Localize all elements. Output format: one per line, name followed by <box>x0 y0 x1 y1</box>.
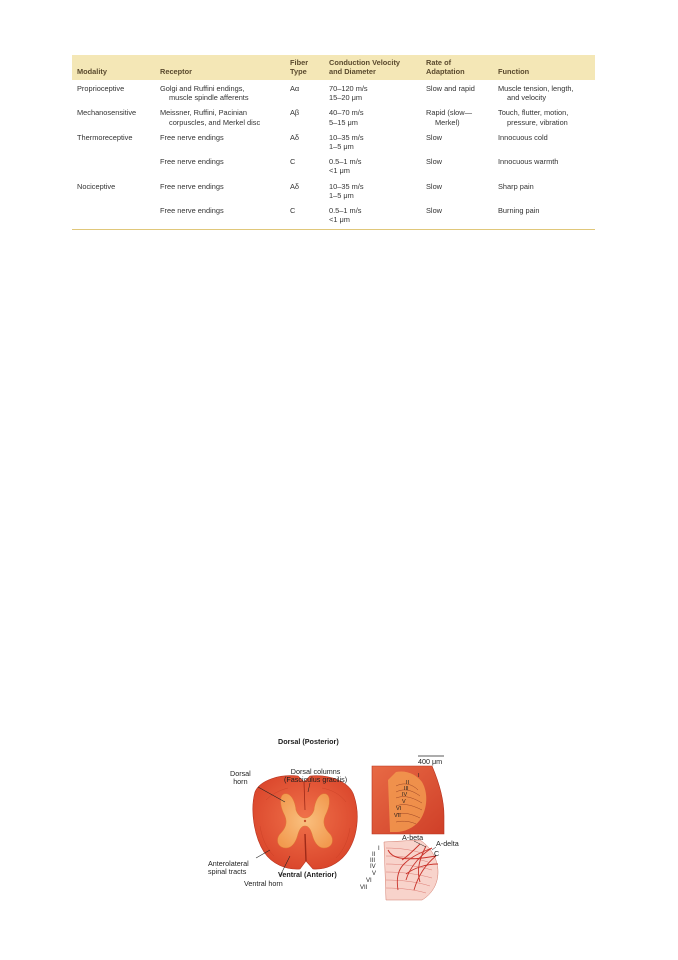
cell-line: Innocuous cold <box>498 132 548 142</box>
cell-receptor <box>155 105 285 129</box>
cell-line: Proprioceptive <box>77 84 125 93</box>
cell-conduction-velocity <box>324 80 421 105</box>
lamina-i-top: I <box>418 773 420 779</box>
sensory-receptor-table <box>72 55 595 229</box>
cell-line: Slow <box>426 181 443 191</box>
table-row <box>72 80 595 105</box>
cell-function <box>493 80 595 105</box>
cell-conduction-velocity <box>324 203 421 229</box>
sensory-receptor-table-container <box>72 55 595 230</box>
cell-line: 1–5 μm <box>329 142 354 152</box>
cell-rate-of-adaptation <box>421 203 493 229</box>
column-header-rate-of-adaptation <box>421 55 493 80</box>
anterolateral-label-line-1: Anterolateral <box>208 859 249 868</box>
cell-rate-of-adaptation <box>421 154 493 178</box>
lamina-v-top: V <box>402 799 406 805</box>
column-header-receptor <box>155 55 285 80</box>
laminae-fiber-schematic <box>384 840 438 900</box>
c-fiber-label: C <box>434 849 440 858</box>
lamina-i-bottom: I <box>378 846 380 852</box>
cell-line: Touch, flutter, motion, <box>498 108 569 118</box>
dorsal-horn-laminae-section <box>372 766 444 834</box>
cell-line: pressure, vibration <box>507 117 568 127</box>
cell-rate-of-adaptation <box>421 130 493 154</box>
cell-line: 10–35 m/s <box>329 181 364 191</box>
table-body <box>72 80 595 229</box>
dorsal-horn-label <box>230 770 251 787</box>
cell-line: <1 μm <box>329 166 350 176</box>
cell-rate-of-adaptation <box>421 105 493 129</box>
cell-line: Innocuous warmth <box>498 157 559 167</box>
cell-receptor <box>155 179 285 203</box>
cell-line: Free nerve endings <box>160 157 224 167</box>
cell-line: Meissner, Ruffini, Pacinian <box>160 108 247 118</box>
cell-modality <box>72 203 155 229</box>
cell-conduction-velocity <box>324 105 421 129</box>
a-beta-fiber-label: A-beta <box>402 833 424 842</box>
lamina-ii-top: II <box>406 780 410 786</box>
cell-line: Slow <box>426 206 443 216</box>
cell-conduction-velocity <box>324 130 421 154</box>
cell-line: Mechanosensitive <box>77 108 137 118</box>
cell-line: Nociceptive <box>77 181 116 191</box>
cell-line: Free nerve endings <box>160 132 224 142</box>
table-row <box>72 203 595 229</box>
table-header-row <box>72 55 595 80</box>
dorsal-columns-label <box>284 768 347 785</box>
cell-line: Free nerve endings <box>160 206 224 216</box>
dorsal-horn-label-line-2: horn <box>233 777 248 787</box>
column-header-line: Function <box>498 67 530 76</box>
cell-line: Golgi and Ruffini endings, <box>160 84 245 93</box>
cell-line: 10–35 m/s <box>329 132 364 142</box>
column-header-line: Modality <box>77 67 107 76</box>
cell-fiber-type <box>285 130 324 154</box>
cell-function <box>493 203 595 229</box>
cell-function <box>493 179 595 203</box>
cell-line: 70–120 m/s <box>329 84 368 93</box>
cell-line: Muscle tension, length, <box>498 84 574 93</box>
cell-modality <box>72 154 155 178</box>
cell-line: and velocity <box>507 93 547 103</box>
ventral-anterior-label: Ventral (Anterior) <box>278 870 337 879</box>
lamina-ii-bottom: II <box>372 852 376 858</box>
cell-rate-of-adaptation <box>421 80 493 105</box>
cell-line: Aδ <box>290 181 300 191</box>
cell-line: Aβ <box>290 108 300 118</box>
table-row <box>72 130 595 154</box>
cell-line: Rapid (slow— <box>426 108 473 118</box>
spinal-cord-cross-section <box>253 776 357 869</box>
a-delta-fiber-label: A-delta <box>436 839 459 848</box>
cell-line: Slow <box>426 132 443 142</box>
lamina-v-bottom: V <box>372 871 377 877</box>
cell-fiber-type <box>285 203 324 229</box>
cell-receptor <box>155 130 285 154</box>
dorsal-columns-label-line-1: Dorsal columns <box>290 767 341 776</box>
dorsal-horn-label-line-1: Dorsal <box>230 769 251 778</box>
cell-receptor <box>155 154 285 178</box>
lamina-vii-bottom: VII <box>360 885 368 891</box>
ventral-horn-label: Ventral horn <box>244 879 283 888</box>
cell-fiber-type <box>285 154 324 178</box>
column-header-line: Rate of <box>426 58 452 67</box>
lamina-iv-top: IV <box>402 792 408 798</box>
cell-modality <box>72 130 155 154</box>
lamina-vi-bottom: VI <box>366 878 372 884</box>
anterolateral-tracts-label <box>208 860 249 877</box>
column-header-line: Receptor <box>160 67 193 76</box>
cell-line: 15–20 μm <box>329 93 363 103</box>
cell-line: 0.5–1 m/s <box>329 157 362 167</box>
scale-bar-label: 400 μm <box>418 757 443 766</box>
cell-fiber-type <box>285 105 324 129</box>
cell-line: C <box>290 206 296 216</box>
cell-line: muscle spindle afferents <box>169 93 249 103</box>
cell-receptor <box>155 203 285 229</box>
column-header-modality <box>72 55 155 80</box>
table-row <box>72 105 595 129</box>
cell-line: Slow <box>426 157 443 167</box>
cell-line: Sharp pain <box>498 181 534 191</box>
cell-line: 0.5–1 m/s <box>329 206 362 216</box>
spinal-cord-figure <box>200 730 480 910</box>
lamina-vii-top: VII <box>394 813 401 819</box>
column-header-line: Adaptation <box>426 67 465 76</box>
cell-line: Aδ <box>290 132 300 142</box>
cell-line: Slow and rapid <box>426 84 475 93</box>
cell-function <box>493 154 595 178</box>
cell-line: Aα <box>290 84 300 93</box>
column-header-conduction-velocity <box>324 55 421 80</box>
fasciculus-gracilis-label: (Fasciculus gracilis) <box>284 775 348 785</box>
column-header-line: Fiber <box>290 58 309 67</box>
dorsal-posterior-label: Dorsal (Posterior) <box>278 737 339 746</box>
cell-line: 1–5 μm <box>329 190 354 200</box>
cell-line: Burning pain <box>498 206 540 216</box>
lamina-iii-top: III <box>404 786 409 792</box>
cell-function <box>493 105 595 129</box>
cell-modality <box>72 179 155 203</box>
cell-line: <1 μm <box>329 215 350 225</box>
cell-receptor <box>155 80 285 105</box>
cell-rate-of-adaptation <box>421 179 493 203</box>
cell-line: C <box>290 157 296 167</box>
cell-function <box>493 130 595 154</box>
column-header-function <box>493 55 595 80</box>
cell-line: 5–15 μm <box>329 117 358 127</box>
lamina-vi-top: VI <box>396 806 402 812</box>
lamina-iii-bottom: III <box>370 858 376 864</box>
cell-fiber-type <box>285 179 324 203</box>
cell-modality <box>72 105 155 129</box>
cell-line: 40–70 m/s <box>329 108 364 118</box>
cell-line: Free nerve endings <box>160 181 224 191</box>
lamina-iv-bottom: IV <box>370 864 376 870</box>
cell-line: Merkel) <box>435 117 460 127</box>
column-header-line: Conduction Velocity <box>329 58 401 67</box>
cell-conduction-velocity <box>324 179 421 203</box>
cell-line: corpuscles, and Merkel disc <box>169 117 261 127</box>
cell-modality <box>72 80 155 105</box>
anterolateral-label-line-2: spinal tracts <box>208 867 247 877</box>
cell-fiber-type <box>285 80 324 105</box>
table-row <box>72 179 595 203</box>
cell-line: Thermoreceptive <box>77 132 133 142</box>
column-header-fiber-type <box>285 55 324 80</box>
column-header-line: and Diameter <box>329 67 376 76</box>
column-header-line: Type <box>290 67 307 76</box>
cell-conduction-velocity <box>324 154 421 178</box>
table-row <box>72 154 595 178</box>
